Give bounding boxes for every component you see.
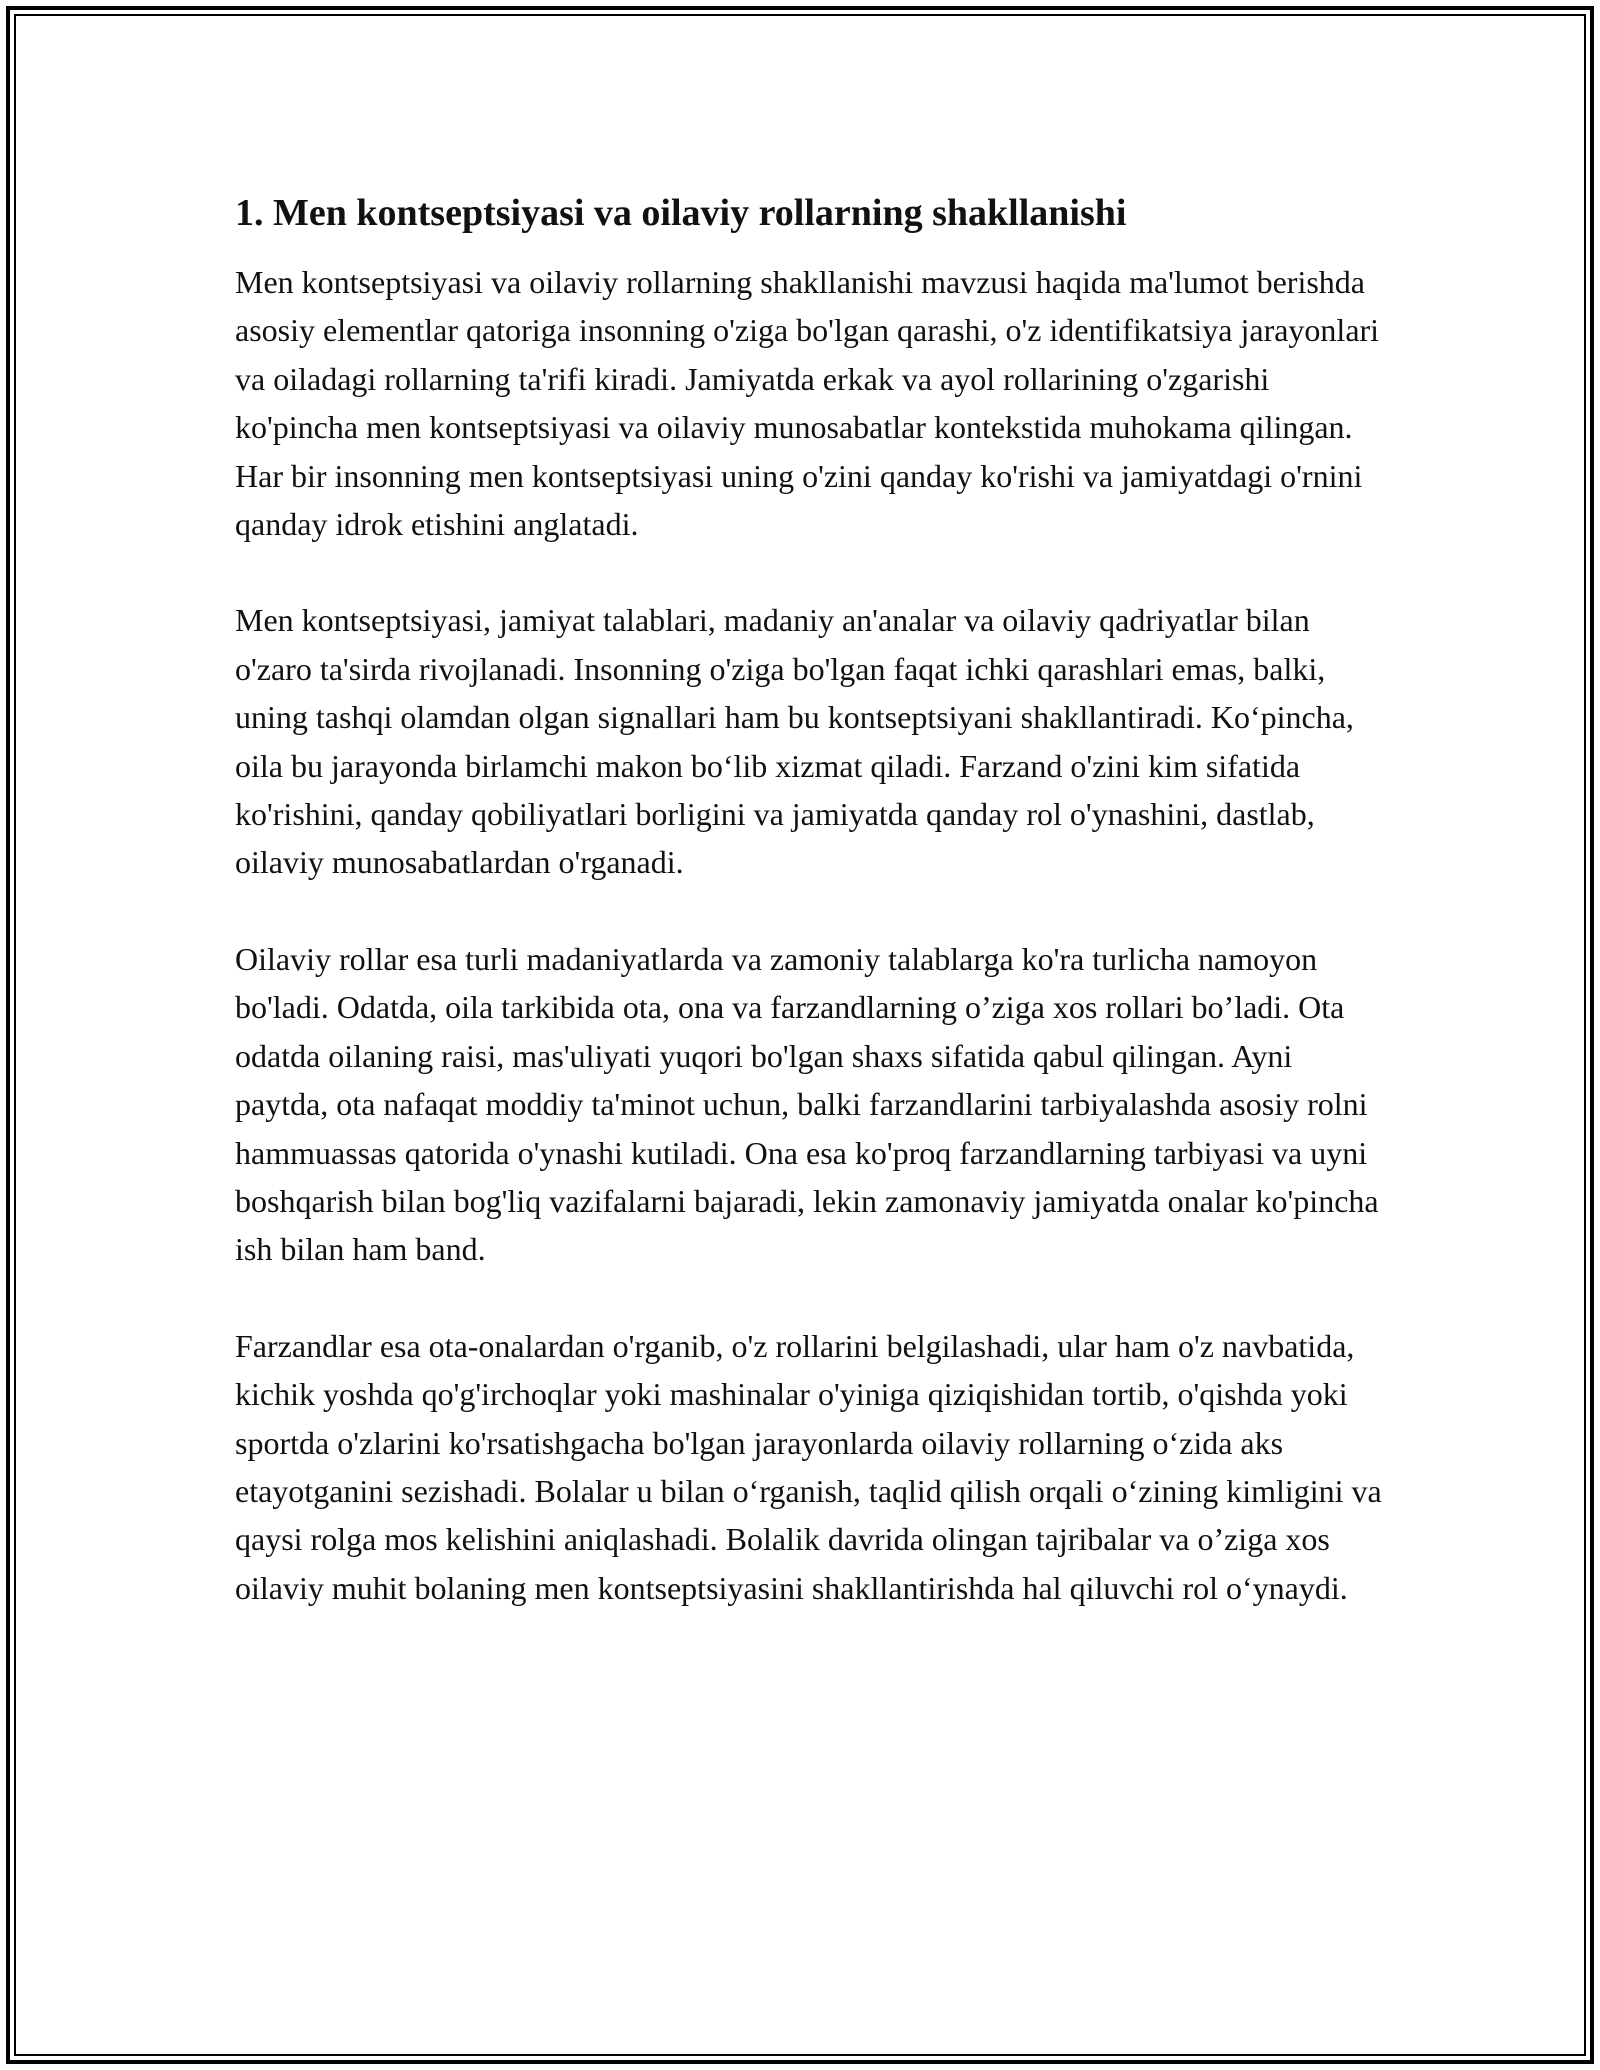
paragraph-3: Oilaviy rollar esa turli madaniyatlarda va zamoniy talablarga ko'ra turlicha namoyon bo'ladi. Odatda, oila tarkibida ota, ona va farzandlarning o’ziga xos rollari bo’ladi. Ota odatda oilaning raisi, mas'uliyati yuqori bo'lgan shaxs sifatida qabul qilingan. Ayni paytda, ota nafaqat moddiy ta'minot uchun, balki farzandlarini tarbiyalashda asosiy rolni hammuassas qatorida o'ynashi kutiladi. Ona esa ko'proq farzandlarning tarbiyasi va uyni boshqarish bilan bog'liq vazifalarni bajaradi, lekin zamonaviy jamiyatda onalar ko'pincha ish bilan ham band. xyxy=(235,940,1379,1268)
paragraph-4: Farzandlar esa ota-onalardan o'rganib, o'z rollarini belgilashadi, ular ham o'z navbatida, kichik yoshda qo'g'irchoqlar yoki mashinalar o'yiniga qiziqishidan tortib, o'qishda yoki sportda o'zlarini ko'rsatishgacha bo'lgan jarayonlarda oilaviy rollarning o‘zida aks etayotganini sezishadi. Bolalar u bilan o‘rganish, taqlid qilish orqali o‘zining kimligini va qaysi rolga mos kelishini aniqlashadi. Bolalik davrida olingan tajribalar va o’ziga xos oilaviy muhit bolaning men kontseptsiyasini shakllantirishda hal qiluvchi rol o‘ynaydi. xyxy=(235,1327,1382,1606)
paragraph-1: Men kontseptsiyasi va oilaviy rollarning shakllanishi mavzusi haqida ma'lumot berishda asosiy elementlar qatoriga insonning o'ziga bo'lgan qarashi, o'z identifikatsiya jarayonlari va oiladagi rollarning ta'rifi kiradi. Jamiyatda erkak va ayol rollarining o'zgarishi ko'pincha men kontseptsiyasi va oilaviy munosabatlar kontekstida muhokama qilingan. Har bir insonning men kontseptsiyasi uning o'zini qanday ko'rishi va jamiyatdagi o'rnini qanday idrok etishini anglatadi. xyxy=(235,264,1380,543)
section-heading: 1. Men kontseptsiyasi va oilaviy rollarning shakllanishi xyxy=(235,192,1127,234)
paragraph-2: Men kontseptsiyasi, jamiyat talablari, madaniy an'analar va oilaviy qadriyatlar bilan o'zaro ta'sirda rivojlanadi. Insonning o'ziga bo'lgan faqat ichki qarashlari emas, balki, uning tashqi olamdan olgan signallari ham bu kontseptsiyani shakllantiradi. Ko‘pincha, oila bu jarayonda birlamchi makon bo‘lib xizmat qiladi. Farzand o'zini kim sifatida ko'rishini, qanday qobiliyatlari borligini va jamiyatda qanday rol o'ynashini, dastlab, oilaviy munosabatlardan o'rganadi. xyxy=(235,602,1354,881)
document-body xyxy=(235,186,1385,1612)
